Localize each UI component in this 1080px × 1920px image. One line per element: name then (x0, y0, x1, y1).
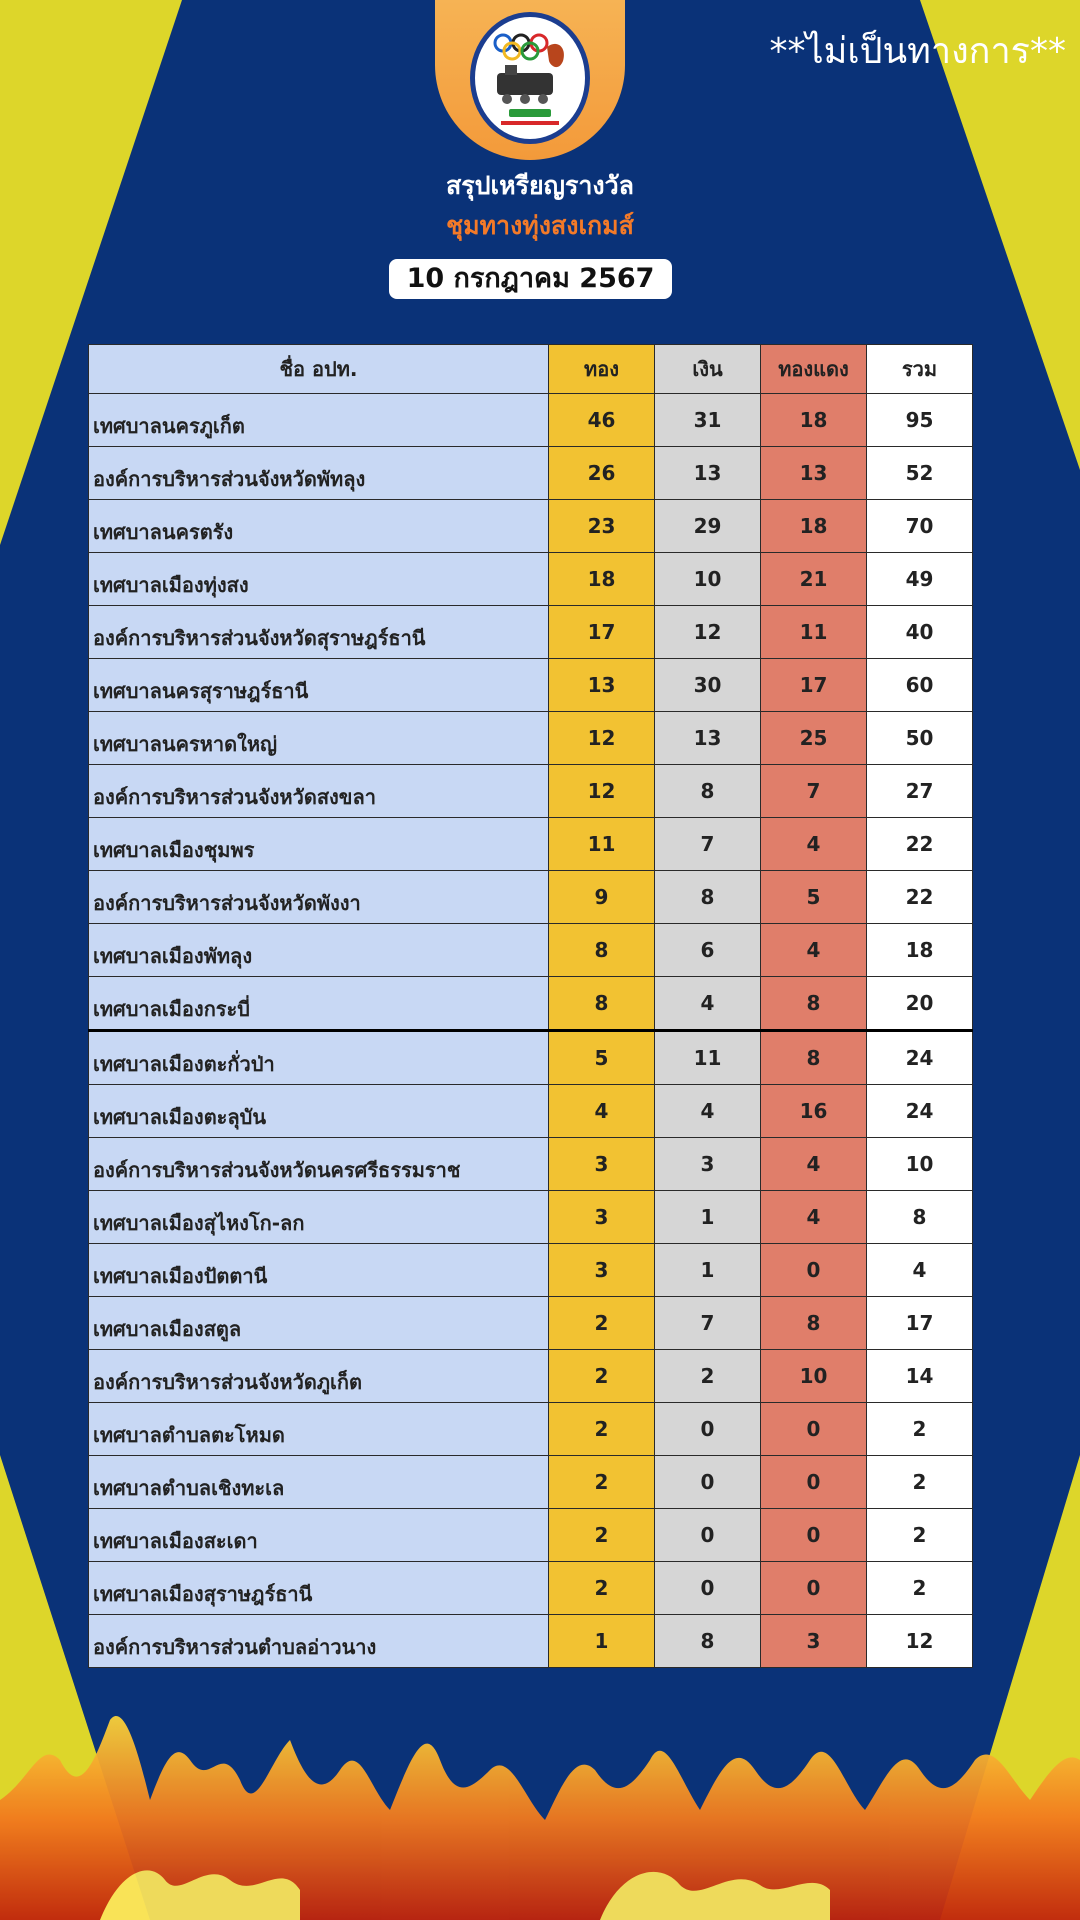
silver-count-cell: 0 (655, 1562, 761, 1615)
gold-count-cell: 2 (549, 1509, 655, 1562)
table-row (89, 1031, 973, 1085)
gold-count-cell: 2 (549, 1350, 655, 1403)
gold-count-cell: 5 (549, 1031, 655, 1085)
col-header-bronze: ทองแดง (761, 345, 867, 394)
silver-count-cell: 3 (655, 1138, 761, 1191)
bronze-count-cell: 4 (761, 924, 867, 977)
table-row (89, 606, 973, 659)
table-row (89, 447, 973, 500)
silver-count-cell: 7 (655, 818, 761, 871)
gold-count-cell: 4 (549, 1085, 655, 1138)
silver-count-cell: 2 (655, 1350, 761, 1403)
silver-count-cell: 11 (655, 1031, 761, 1085)
bronze-count-cell: 17 (761, 659, 867, 712)
gold-count-cell: 46 (549, 394, 655, 447)
date-badge: 10 กรกฎาคม 2567 (389, 259, 672, 299)
bronze-count-cell: 4 (761, 1191, 867, 1244)
org-name-cell: องค์การบริหารส่วนจังหวัดพัทลุง (89, 447, 549, 500)
total-count-cell: 22 (867, 818, 973, 871)
col-header-name: ชื่อ อปท. (89, 345, 549, 394)
org-name-cell: เทศบาลนครสุราษฎร์ธานี (89, 659, 549, 712)
org-name-cell: องค์การบริหารส่วนจังหวัดสุราษฎร์ธานี (89, 606, 549, 659)
bronze-count-cell: 3 (761, 1615, 867, 1668)
gold-count-cell: 2 (549, 1403, 655, 1456)
silver-count-cell: 1 (655, 1244, 761, 1297)
org-name-cell: เทศบาลเมืองชุมพร (89, 818, 549, 871)
total-count-cell: 49 (867, 553, 973, 606)
bronze-count-cell: 0 (761, 1562, 867, 1615)
col-header-silver: เงิน (655, 345, 761, 394)
total-count-cell: 8 (867, 1191, 973, 1244)
total-count-cell: 2 (867, 1562, 973, 1615)
org-name-cell: เทศบาลเมืองพัทลุง (89, 924, 549, 977)
bronze-count-cell: 18 (761, 394, 867, 447)
table-row (89, 818, 973, 871)
table-row (89, 1244, 973, 1297)
org-name-cell: องค์การบริหารส่วนจังหวัดนครศรีธรรมราช (89, 1138, 549, 1191)
silver-count-cell: 1 (655, 1191, 761, 1244)
silver-count-cell: 8 (655, 871, 761, 924)
gold-count-cell: 2 (549, 1456, 655, 1509)
total-count-cell: 18 (867, 924, 973, 977)
org-name-cell: เทศบาลเมืองสะเดา (89, 1509, 549, 1562)
org-name-cell: องค์การบริหารส่วนจังหวัดสงขลา (89, 765, 549, 818)
table-row (89, 553, 973, 606)
org-name-cell: เทศบาลเมืองสุราษฎร์ธานี (89, 1562, 549, 1615)
total-count-cell: 24 (867, 1031, 973, 1085)
bronze-count-cell: 8 (761, 1297, 867, 1350)
total-count-cell: 2 (867, 1403, 973, 1456)
gold-count-cell: 13 (549, 659, 655, 712)
silver-count-cell: 4 (655, 977, 761, 1031)
bronze-count-cell: 10 (761, 1350, 867, 1403)
bronze-count-cell: 4 (761, 818, 867, 871)
silver-count-cell: 10 (655, 553, 761, 606)
silver-count-cell: 6 (655, 924, 761, 977)
bronze-count-cell: 8 (761, 1031, 867, 1085)
table-row (89, 1562, 973, 1615)
gold-count-cell: 3 (549, 1191, 655, 1244)
bronze-count-cell: 4 (761, 1138, 867, 1191)
silver-count-cell: 0 (655, 1509, 761, 1562)
games-name: ชุมทางทุ่งสงเกมส์ (446, 211, 634, 240)
silver-count-cell: 13 (655, 712, 761, 765)
total-count-cell: 52 (867, 447, 973, 500)
gold-count-cell: 3 (549, 1244, 655, 1297)
gold-count-cell: 9 (549, 871, 655, 924)
table-row (89, 924, 973, 977)
table-row (89, 1403, 973, 1456)
col-header-gold: ทอง (549, 345, 655, 394)
total-count-cell: 4 (867, 1244, 973, 1297)
org-name-cell: องค์การบริหารส่วนจังหวัดพังงา (89, 871, 549, 924)
bronze-count-cell: 0 (761, 1456, 867, 1509)
gold-count-cell: 2 (549, 1297, 655, 1350)
total-count-cell: 40 (867, 606, 973, 659)
gold-count-cell: 12 (549, 712, 655, 765)
table-row (89, 500, 973, 553)
medal-table (88, 344, 973, 1668)
total-count-cell: 60 (867, 659, 973, 712)
total-count-cell: 2 (867, 1456, 973, 1509)
bronze-count-cell: 11 (761, 606, 867, 659)
org-name-cell: เทศบาลเมืองสตูล (89, 1297, 549, 1350)
silver-count-cell: 0 (655, 1403, 761, 1456)
total-count-cell: 27 (867, 765, 973, 818)
bronze-count-cell: 8 (761, 977, 867, 1031)
bronze-count-cell: 13 (761, 447, 867, 500)
games-logo-emblem (475, 17, 585, 139)
silver-count-cell: 12 (655, 606, 761, 659)
silver-count-cell: 7 (655, 1297, 761, 1350)
org-name-cell: เทศบาลเมืองทุ่งสง (89, 553, 549, 606)
col-header-total: รวม (867, 345, 973, 394)
gold-count-cell: 12 (549, 765, 655, 818)
org-name-cell: เทศบาลนครหาดใหญ่ (89, 712, 549, 765)
org-name-cell: เทศบาลตำบลตะโหมด (89, 1403, 549, 1456)
gold-count-cell: 17 (549, 606, 655, 659)
total-count-cell: 24 (867, 1085, 973, 1138)
table-row (89, 1138, 973, 1191)
total-count-cell: 14 (867, 1350, 973, 1403)
table-row (89, 1085, 973, 1138)
org-name-cell: เทศบาลนครภูเก็ต (89, 394, 549, 447)
table-row (89, 1615, 973, 1668)
table-row (89, 871, 973, 924)
gold-count-cell: 1 (549, 1615, 655, 1668)
table-row (89, 394, 973, 447)
table-row (89, 1509, 973, 1562)
gold-count-cell: 8 (549, 977, 655, 1031)
bronze-count-cell: 18 (761, 500, 867, 553)
bronze-count-cell: 16 (761, 1085, 867, 1138)
table-row (89, 1297, 973, 1350)
org-name-cell: องค์การบริหารส่วนตำบลอ่าวนาง (89, 1615, 549, 1668)
total-count-cell: 50 (867, 712, 973, 765)
table-row (89, 765, 973, 818)
bronze-count-cell: 25 (761, 712, 867, 765)
page-title: สรุปเหรียญรางวัล (446, 171, 634, 200)
total-count-cell: 70 (867, 500, 973, 553)
silver-count-cell: 13 (655, 447, 761, 500)
org-name-cell: เทศบาลเมืองสุไหงโก-ลก (89, 1191, 549, 1244)
silver-count-cell: 29 (655, 500, 761, 553)
total-count-cell: 2 (867, 1509, 973, 1562)
org-name-cell: เทศบาลเมืองตะลุบัน (89, 1085, 549, 1138)
gold-count-cell: 8 (549, 924, 655, 977)
total-count-cell: 12 (867, 1615, 973, 1668)
silver-count-cell: 8 (655, 1615, 761, 1668)
bronze-count-cell: 0 (761, 1244, 867, 1297)
table-row (89, 1191, 973, 1244)
medal-table-body (89, 394, 973, 1668)
table-row (89, 1350, 973, 1403)
org-name-cell: เทศบาลเมืองปัตตานี (89, 1244, 549, 1297)
silver-count-cell: 8 (655, 765, 761, 818)
bronze-count-cell: 21 (761, 553, 867, 606)
org-name-cell: เทศบาลนครตรัง (89, 500, 549, 553)
bronze-count-cell: 5 (761, 871, 867, 924)
total-count-cell: 22 (867, 871, 973, 924)
org-name-cell: เทศบาลเมืองกระบี่ (89, 977, 549, 1031)
table-row (89, 659, 973, 712)
bronze-count-cell: 7 (761, 765, 867, 818)
bronze-count-cell: 0 (761, 1509, 867, 1562)
total-count-cell: 10 (867, 1138, 973, 1191)
total-count-cell: 95 (867, 394, 973, 447)
unofficial-note: **ไม่เป็นทางการ** (769, 31, 1066, 72)
org-name-cell: องค์การบริหารส่วนจังหวัดภูเก็ต (89, 1350, 549, 1403)
gold-count-cell: 18 (549, 553, 655, 606)
table-row (89, 712, 973, 765)
silver-count-cell: 31 (655, 394, 761, 447)
gold-count-cell: 26 (549, 447, 655, 500)
table-header-row (89, 345, 973, 394)
games-logo (470, 12, 590, 144)
gold-count-cell: 3 (549, 1138, 655, 1191)
gold-count-cell: 2 (549, 1562, 655, 1615)
total-count-cell: 20 (867, 977, 973, 1031)
silver-count-cell: 30 (655, 659, 761, 712)
table-row (89, 1456, 973, 1509)
gold-count-cell: 23 (549, 500, 655, 553)
silver-count-cell: 4 (655, 1085, 761, 1138)
silver-count-cell: 0 (655, 1456, 761, 1509)
org-name-cell: เทศบาลตำบลเชิงทะเล (89, 1456, 549, 1509)
total-count-cell: 17 (867, 1297, 973, 1350)
gold-count-cell: 11 (549, 818, 655, 871)
org-name-cell: เทศบาลเมืองตะกั่วป่า (89, 1031, 549, 1085)
bronze-count-cell: 0 (761, 1403, 867, 1456)
table-row (89, 977, 973, 1031)
